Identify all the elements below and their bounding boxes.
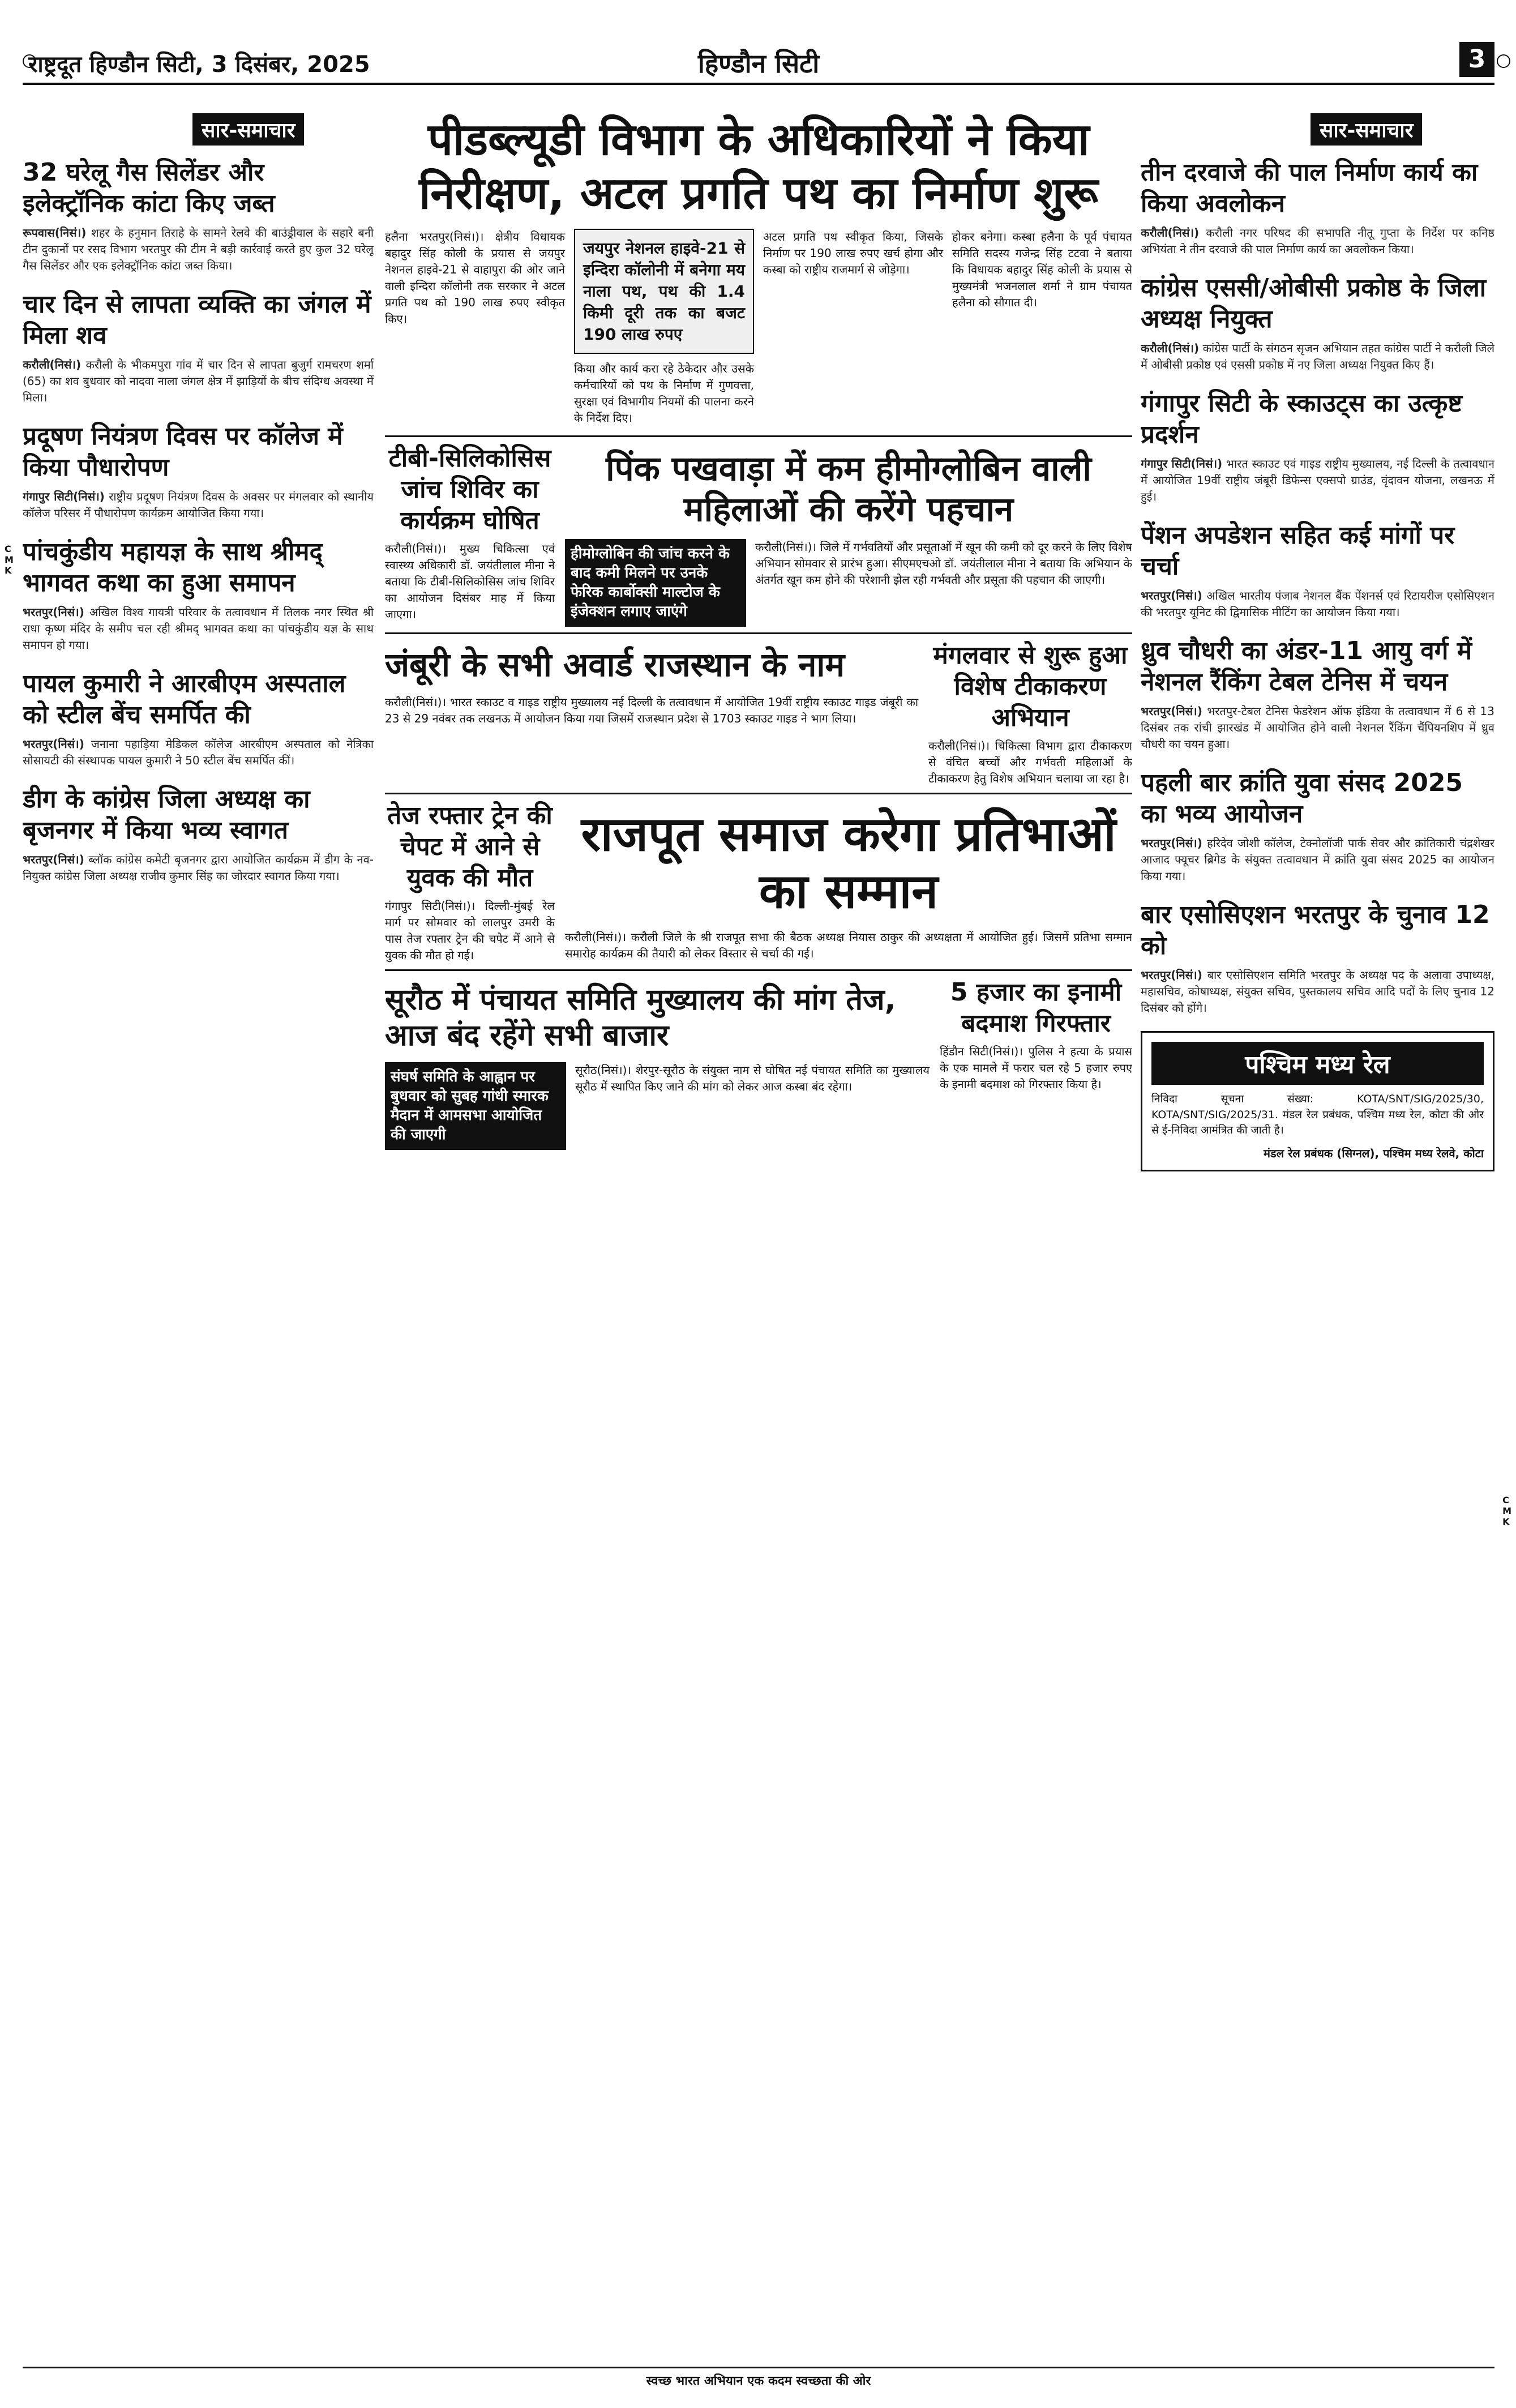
story-dateline: करौली(निसं।) — [1141, 341, 1200, 355]
train-title: तेज रफ्तार ट्रेन की चेपट में आने से युवक की मौत — [387, 801, 553, 893]
pink-body: करौली(निसं।)। जिले में गर्भवतियों और प्रसूताओं में खून की कमी को दूर करने के लिए विशेष अभियान सोमवार से प्रारंभ हुआ। सीएमएचओ डॉ. जयंतीलाल मीना ने बताया कि अभियान के अंतर्गत खून कम होने की परेशानी झेल रही गर्भवती और प्रसूता की पहचान की जाएगी। — [755, 540, 1132, 587]
story-title: पेंशन अपडेशन सहित कई मांगों पर चर्चा — [1141, 521, 1455, 581]
ad-footer: मंडल रेल प्रबंधक (सिग्नल), पश्चिम मध्य रेलवे, कोटा — [1263, 1146, 1484, 1160]
lead-col-3: अटल प्रगति पथ स्वीकृत किया, जिसके निर्माण पर 190 लाख रुपए खर्च होगा और कस्बा को राष्ट्रीय राजमार्ग से जोड़ेगा। — [763, 230, 943, 277]
news-story — [1141, 520, 1494, 621]
pink-title: पिंक पखवाड़ा में कम हीमोग्लोबिन वाली महिलाओं की करेंगे पहचान — [606, 449, 1091, 530]
brief-news-tag: सार-समाचार — [192, 113, 304, 146]
footer-slogan: स्वच्छ भारत अभियान एक कदम स्वच्छता की ओर — [646, 2374, 871, 2388]
cmk-mark-right: C M K — [1502, 1495, 1511, 1528]
mid-section — [385, 443, 1132, 627]
story-body: भरतपुर(निसं।) अखिल विश्व गायत्री परिवार के तत्वावधान में तिलक नगर स्थित श्री राधा कृष्ण मंदिर के समीप चल रही श्रीमद् भागवत कथा का पांचकुंडीय यज्ञ के साथ समापन हो गया। — [23, 605, 374, 652]
story-title: प्रदूषण नियंत्रण दिवस पर कॉलेज में किया पौधारोपण — [23, 422, 343, 482]
train-body: गंगापुर सिटी(निसं।)। दिल्ली-मुंबई रेल मार्ग पर सोमवार को लालपुर उमरी के पास तेज रफ्तार ट्रेन की चपेट में आने से युवक की मौत हो गई। — [385, 899, 555, 963]
left-column — [23, 113, 374, 2338]
bounty-body: हिंडौन सिटी(निसं।)। पुलिस ने हत्या के प्रयास के एक मामले में फरार चल रहे 5 हजार रुपए के इनामी बदमाश को गिरफ्तार किया है। — [940, 1045, 1132, 1092]
scout-section — [385, 640, 1132, 787]
page-header — [23, 40, 1494, 85]
story-title: ध्रुव चौधरी का अंडर-11 आयु वर्ग में नेशनल रैंकिंग टेबल टेनिस में चयन — [1141, 636, 1472, 696]
pink-highlight: हीमोग्लोबिन की जांच करने के बाद कमी मिलने पर उनके फेरिक कार्बोक्सी माल्टोज के इंजेक्शन लगाए जाएंगे — [565, 539, 746, 627]
news-story — [1141, 272, 1494, 373]
tb-story — [385, 443, 555, 627]
surouth-highlight: संघर्ष समिति के आह्वान पर बुधवार को सुबह गांधी स्मारक मैदान में आमसभा आयोजित की जाएगी — [385, 1062, 566, 1150]
train-story — [385, 800, 555, 964]
bounty-title: 5 हजार का इनामी बदमाश गिरफ्तार — [950, 978, 1122, 1038]
ad-body: निविदा सूचना संख्या: KOTA/SNT/SIG/2025/30, KOTA/SNT/SIG/2025/31. मंडल रेल प्रबंधक, पश्चिम मध्य रेल, कोटा की ओर से ई-निविदा आमंत्रित की जाती है। — [1151, 1093, 1484, 1137]
lead-col-1: हलैना भरतपुर(निसं।)। क्षेत्रीय विधायक बहादुर सिंह कोली के प्रयास से जयपुर नेशनल हाइवे-21 से वाहापुरा की ओर जाने वाली इन्दिरा कॉलोनी तक सरकार ने अटल प्रगति पथ को 190 लाख रुपए स्वीकृत किए। — [385, 230, 565, 326]
story-dateline: गंगापुर सिटी(निसं।) — [23, 490, 105, 503]
divider — [385, 632, 1132, 634]
news-story — [1141, 157, 1494, 258]
railway-tender-ad — [1141, 1031, 1494, 1171]
story-dateline: रूपवास(निसं।) — [23, 226, 87, 239]
scout-story — [385, 640, 918, 787]
story-body: भरतपुर(निसं।) ब्लॉक कांग्रेस कमेटी बृजनगर द्वारा आयोजित कार्यक्रम में डीग के नव-नियुक्त कांग्रेस जिला अध्यक्ष राजीव कुमार सिंह का जोरदार स्वागत किया गया। — [23, 853, 374, 883]
story-title: पायल कुमारी ने आरबीएम अस्पताल को स्टील बेंच समर्पित की — [23, 669, 346, 729]
story-title: बार एसोसिएशन भरतपुर के चुनाव 12 को — [1141, 900, 1490, 960]
center-column — [385, 113, 1132, 2338]
story-title: चार दिन से लापता व्यक्ति का जंगल में मिला शव — [23, 290, 371, 350]
story-body: रूपवास(निसं।) शहर के हनुमान तिराहे के सामने रेलवे की बाउंड्रीवाल के सहारे बनी टीन दुकानों पर रसद विभाग भरतपुर की टीम ने बड़ी कार्रवाई करते हुए कुल 32 घरेलू गैस सिलेंडर और एक इलेक्ट्रॉनिक कांटा जब्त किया। — [23, 226, 374, 272]
story-body: करौली(निसं।) करौली के भीकमपुरा गांव में चार दिन से लापता बुजुर्ग रामचरण शर्मा (65) का शव बुधवार को नादवा नाला जंगल क्षेत्र में झाड़ियों के बीच संदिग्ध अवस्था में मिला। — [23, 358, 374, 404]
news-story — [23, 536, 374, 653]
lead-col-4: होकर बनेगा। कस्बा हलैना के पूर्व पंचायत समिति सदस्य गजेन्द्र सिंह टटवा ने बताया कि विधायक बहादुर सिंह कोली के प्रयास से मुख्यमंत्री भजनलाल शर्मा ने ग्राम पंचायत हलैना को सौगात दी। — [952, 230, 1132, 310]
registration-mark-left-icon — [23, 54, 36, 68]
story-title: डीग के कांग्रेस जिला अध्यक्ष का बृजनगर में किया भव्य स्वागत — [23, 785, 310, 845]
story-dateline: भरतपुर(निसं।) — [1141, 704, 1202, 718]
story-dateline: भरतपुर(निसं।) — [1141, 968, 1202, 982]
news-story — [1141, 899, 1494, 1016]
story-dateline: गंगापुर सिटी(निसं।) — [1141, 457, 1223, 471]
story-body: भरतपुर(निसं।) बार एसोसिएशन समिति भरतपुर के अध्यक्ष पद के अलावा उपाध्यक्ष, महासचिव, कोषाध्यक्ष, संयुक्त सचिव, पुस्तकालय सचिव आदि पदों के लिए चुनाव 12 दिसंबर को होंगे। — [1141, 968, 1494, 1015]
news-story — [23, 157, 374, 274]
news-story — [23, 289, 374, 406]
surouth-story — [385, 977, 930, 1150]
lead-col-2: जयपुर नेशनल हाइवे-21 से इन्दिरा कॉलोनी में बनेगा मय नाला पथ, पथ की 1.4 किमी दूरी तक का बजट 190 लाख रुपए किया और कार्य करा रहे ठेकेदार और उसके कर्मचारियों को पथ के निर्माण में गुणवत्ता, सुरक्षा एवं विभागीय नियमों की पालना करने के निर्देश दिए। — [574, 229, 754, 426]
story-dateline: भरतपुर(निसं।) — [23, 605, 84, 619]
story-body: गंगापुर सिटी(निसं।) भारत स्काउट एवं गाइड राष्ट्रीय मुख्यालय, नई दिल्ली के तत्वावधान में आयोजित 19वीं राष्ट्रीय जंबूरी डिफेन्स एक्सपो ग्राउंड, वृंदावन योजना, लखनऊ में हुई। — [1141, 457, 1494, 503]
news-story — [23, 784, 374, 884]
story-title: कांग्रेस एससी/ओबीसी प्रकोष्ठ के जिला अध्यक्ष नियुक्त — [1141, 273, 1487, 333]
story-title: गंगापुर सिटी के स्काउट्स का उत्कृष्ट प्रदर्शन — [1141, 389, 1463, 449]
page-number: 3 — [1459, 42, 1494, 77]
story-dateline: करौली(निसं।) — [1141, 226, 1200, 239]
story-body: गंगापुर सिटी(निसं।) राष्ट्रीय प्रदूषण नियंत्रण दिवस के अवसर पर मंगलवार को स्थानीय कॉलेज परिसर में पौधारोपण कार्यक्रम आयोजित किया गया। — [23, 490, 374, 520]
tika-title: मंगलवार से शुरू हुआ विशेष टीकाकरण अभियान — [933, 641, 1128, 733]
cmk-mark-left: C M K — [5, 544, 14, 576]
rajput-title: राजपूत समाज करेगा प्रतिभाओं का सम्मान — [581, 806, 1116, 919]
registration-mark-right-icon — [1497, 54, 1510, 68]
divider — [385, 969, 1132, 971]
story-title: 32 घरेलू गैस सिलेंडर और इलेक्ट्रॉनिक कांटा किए जब्त — [23, 158, 275, 218]
story-body: करौली(निसं।) करौली नगर परिषद की सभापति नीतू गुप्ता के निर्देश पर कनिष्ठ अभियंता ने तीन दरवाजे की पाल निर्माण कार्य का अवलोकन किया। — [1141, 226, 1494, 256]
story-title: पहली बार क्रांति युवा संसद 2025 का भव्य आयोजन — [1141, 768, 1463, 828]
news-story — [23, 668, 374, 769]
story-body: भरतपुर(निसं।) अखिल भारतीय पंजाब नेशनल बैंक पेंशनर्स एवं रिटायरीज एसोसिएशन की भरतपुर यूनिट की द्विमासिक मीटिंग का आयोजन किया गया। — [1141, 589, 1494, 619]
story-body: भरतपुर(निसं।) हरिदेव जोशी कॉलेज, टेक्नोलॉजी पार्क सेवर और क्रांतिकारी चंद्रशेखर आजाद फ्यूचर ब्रिगेड के संयुक्त तत्वावधान में क्रांति युवा संसद 2025 का आयोजन किया गया। — [1141, 836, 1494, 883]
pink-story — [565, 443, 1132, 627]
story-dateline: भरतपुर(निसं।) — [1141, 836, 1202, 850]
divider — [385, 793, 1132, 794]
lead-highlight: जयपुर नेशनल हाइवे-21 से इन्दिरा कॉलोनी में बनेगा मय नाला पथ, पथ की 1.4 किमी दूरी तक का बजट 190 लाख रुपए — [574, 229, 754, 354]
tika-body: करौली(निसं।)। चिकित्सा विभाग द्वारा टीकाकरण से वंचित बच्चों और गर्भवती महिलाओं के टीकाकरण हेतु विशेष अभियान चलाया जा रहा है। — [928, 739, 1132, 786]
surouth-section — [385, 977, 1132, 1150]
scout-body: करौली(निसं।)। भारत स्काउट व गाइड राष्ट्रीय मुख्यालय नई दिल्ली के तत्वावधान में आयोजित 19वीं राष्ट्रीय स्काउट गाइड जंबूरी का 23 से 29 नवंबर तक लखनऊ में आयोजन किया गया जिसमें राजस्थान प्रदेश से 1703 स्काउट गाइड ने भाग लिया। — [385, 695, 918, 726]
rajput-story — [565, 800, 1132, 964]
story-title: तीन दरवाजे की पाल निर्माण कार्य का किया अवलोकन — [1141, 158, 1478, 218]
ad-title: पश्चिम मध्य रेल — [1151, 1042, 1484, 1085]
section-name: हिण्डौन सिटी — [697, 48, 820, 79]
bounty-story — [940, 977, 1132, 1150]
story-dateline: भरतपुर(निसं।) — [1141, 589, 1202, 602]
surouth-body: सूरौठ(निसं।)। शेरपुर-सूरौठ के संयुक्त नाम से घोषित नई पंचायत समिति का मुख्यालय सूरौठ में स्थापित किए जाने की मांग को लेकर आज कस्बा बंद रहेगा। — [575, 1063, 930, 1094]
news-story — [1141, 388, 1494, 505]
story-dateline: करौली(निसं।) — [23, 358, 82, 371]
story-body: भरतपुर(निसं।) जनाना पहाड़िया मेडिकल कॉलेज आरबीएम अस्पताल को नेत्रिका सोसायटी की संस्थापक पायल कुमारी ने 50 स्टील बेंच समर्पित कीं। — [23, 737, 374, 767]
right-column — [1141, 113, 1494, 2338]
divider — [385, 435, 1132, 437]
story-body: भरतपुर(निसं।) भरतपुर-टेबल टेनिस फेडरेशन ऑफ इंडिया के तत्वावधान में 6 से 13 दिसंबर तक रांची झारखंड में आयोजित होने वाली नेशनल रैंकिंग चैंपियनशिप में ध्रुव चौधरी का चयन हुआ। — [1141, 704, 1494, 751]
story-dateline: भरतपुर(निसं।) — [23, 737, 84, 751]
rajput-section — [385, 800, 1132, 964]
scout-title: जंबूरी के सभी अवार्ड राजस्थान के नाम — [385, 645, 845, 685]
story-title: पांचकुंडीय महायज्ञ के साथ श्रीमद् भागवत कथा का हुआ समापन — [23, 537, 323, 597]
tb-body: करौली(निसं।)। मुख्य चिकित्सा एवं स्वास्थ्य अधिकारी डॉ. जयंतीलाल मीना ने बताया कि टीबी-सिलिकोसिस जांच शिविर का आयोजन दिसंबर माह में किया जाएगा। — [385, 542, 555, 622]
edition-dateline: राष्ट्रदूत हिण्डौन सिटी, 3 दिसंबर, 2025 — [28, 52, 370, 78]
news-story — [23, 421, 374, 521]
tika-story — [928, 640, 1132, 787]
rajput-body: करौली(निसं।)। करौली जिले के श्री राजपूत सभा की बैठक अध्यक्ष नियास ठाकुर की अध्यक्षता में आयोजित हुई। जिसमें प्रतिभा सम्मान समारोह कार्यक्रम की तैयारी को लेकर विस्तार से चर्चा की गई। — [565, 930, 1132, 961]
surouth-title: सूरौठ में पंचायत समिति मुख्यालय की मांग तेज, आज बंद रहेंगे सभी बाजार — [385, 983, 896, 1053]
tb-title: टीबी-सिलिकोसिस जांच शिविर का कार्यक्रम घोषित — [388, 444, 551, 536]
news-story — [1141, 635, 1494, 752]
news-story — [1141, 767, 1494, 884]
lead-headline: पीडब्ल्यूडी विभाग के अधिकारियों ने किया निरीक्षण, अटल प्रगति पथ का निर्माण शुरू — [419, 114, 1098, 220]
story-dateline: भरतपुर(निसं।) — [23, 853, 84, 866]
brief-news-tag: सार-समाचार — [1311, 113, 1422, 146]
page-footer — [23, 2367, 1494, 2389]
story-body: करौली(निसं।) कांग्रेस पार्टी के संगठन सृजन अभियान तहत कांग्रेस पार्टी ने करौली जिले में ओबीसी प्रकोष्ठ एवं एससी प्रकोष्ठ में नए जिला अध्यक्ष नियुक्त किए हैं। — [1141, 341, 1494, 371]
lead-story-body — [385, 229, 1132, 426]
